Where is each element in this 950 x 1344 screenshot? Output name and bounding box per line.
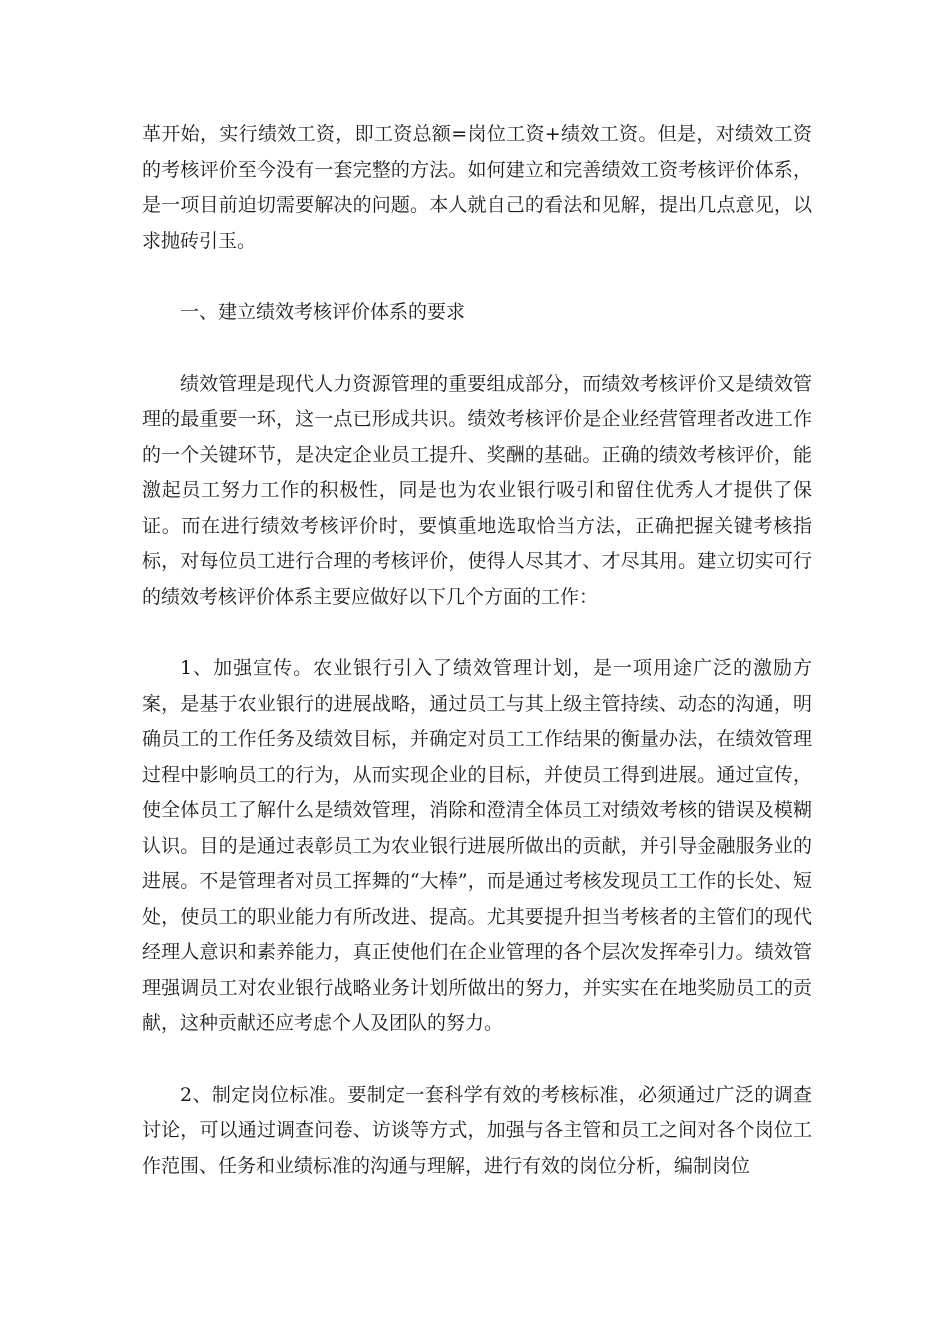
section-heading: 一、建立绩效考核评价体系的要求 — [180, 301, 466, 323]
paragraph-requirements: 绩效管理是现代人力资源管理的重要组成部分，而绩效考核评价又是绩效管理的最重要一环，这一点已形成共识。绩效考核评价是企业经营管理者改进工作的一个关键环节，是决定企业员工提升、奖酬的基础。正确的绩效考核评价，能激起员工努力工作的积极性，同是也为农业银行吸引和留住优秀人才提供了保证。而在进行绩效考核评价时，要慎重地选取恰当方法，正确把握关键考核指标，对每位员工进行合理的考核评价，使得人尽其才、才尽其用。建立切实可行的绩效考核评价体系主要应做好以下几个方面的工作： — [142, 372, 812, 608]
paragraph-intro-continuation: 革开始，实行绩效工资，即工资总额=岗位工资+绩效工资。但是，对绩效工资的考核评价至今没有一套完整的方法。如何建立和完善绩效工资考核评价体系，是一项目前迫切需要解决的问题。本人就自己的看法和见解，提出几点意见，以求抛砖引玉。 — [142, 123, 812, 252]
document-body — [142, 117, 812, 1184]
paragraph-item-2-standards: 2、制定岗位标准。要制定一套科学有效的考核标准，必须通过广泛的调查讨论，可以通过调查问卷、访谈等方式，加强与各主管和员工之间对各个岗位工作范围、任务和业绩标准的沟通与理解，进行有效的岗位分析，编制岗位 — [142, 1083, 812, 1177]
paragraph-item-1-publicity: 1、加强宣传。农业银行引入了绩效管理计划，是一项用途广泛的激励方案，是基于农业银行的进展战略，通过员工与其上级主管持续、动态的沟通，明确员工的工作任务及绩效目标，并确定对员工工作结果的衡量办法，在绩效管理过程中影响员工的行为，从而实现企业的目标，并使员工得到进展。通过宣传，使全体员工了解什么是绩效管理，消除和澄清全体员工对绩效考核的错误及模糊认识。目的是通过表彰员工为农业银行进展所做出的贡献，并引导金融服务业的进展。不是管理者对员工挥舞的“大棒”，而是通过考核发现员工工作的长处、短处，使员工的职业能力有所改进、提高。尤其要提升担当考核者的主管们的现代经理人意识和素养能力，真正使他们在企业管理的各个层次发挥牵引力。绩效管理强调员工对农业银行战略业务计划所做出的努力，并实实在在地奖励员工的贡献，这种贡献还应考虑个人及团队的努力。 — [142, 657, 812, 1034]
